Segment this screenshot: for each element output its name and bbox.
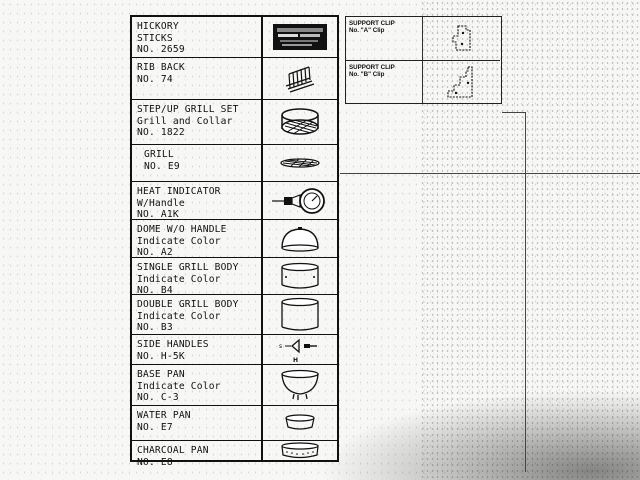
part-row-single-grill-body bbox=[132, 258, 337, 295]
part-label: SINGLE GRILL BODY Indicate Color NO. B4 bbox=[137, 262, 239, 296]
grill-icon bbox=[263, 145, 337, 181]
hickory-sticks-box-icon bbox=[263, 17, 337, 57]
part-row-hickory-sticks bbox=[132, 17, 337, 58]
rib-rack-icon bbox=[263, 58, 337, 99]
clip-row-a bbox=[346, 17, 500, 60]
part-label: HICKORY STICKS NO. 2659 bbox=[137, 21, 185, 55]
part-row-grill bbox=[132, 145, 337, 182]
part-label: RIB BACK NO. 74 bbox=[137, 62, 185, 85]
part-label: DOME W/O HANDLE Indicate Color NO. A2 bbox=[137, 224, 227, 258]
part-row-dome bbox=[132, 220, 337, 258]
base-pan-icon bbox=[263, 365, 337, 405]
page-edge bbox=[525, 112, 526, 472]
part-row-base-pan bbox=[132, 365, 337, 406]
part-row-heat-indicator bbox=[132, 182, 337, 220]
dome-icon bbox=[263, 220, 337, 257]
parts-catalog-table bbox=[130, 15, 339, 468]
heat-indicator-icon bbox=[263, 182, 337, 219]
part-label: DOUBLE GRILL BODY Indicate Color NO. B3 bbox=[137, 299, 239, 333]
handle-letter-s: s bbox=[279, 342, 283, 350]
part-row-water-pan bbox=[132, 406, 337, 441]
part-row-rib-back bbox=[132, 58, 337, 100]
part-label: GRILL NO. E9 bbox=[144, 149, 180, 172]
side-handles-icon bbox=[263, 335, 337, 364]
page-rule bbox=[340, 173, 640, 174]
toner-smudge bbox=[320, 390, 640, 480]
support-clip-b-icon bbox=[422, 61, 501, 103]
support-clip-a-icon bbox=[422, 17, 501, 60]
part-row-side-handles bbox=[132, 335, 337, 365]
part-row-step-up-grill-set bbox=[132, 100, 337, 145]
charcoal-pan-icon bbox=[263, 441, 337, 462]
single-grill-body-icon bbox=[263, 258, 337, 294]
part-label: SIDE HANDLES NO. H-5K bbox=[137, 339, 209, 362]
page-rule-short bbox=[502, 112, 526, 113]
part-row-double-grill-body bbox=[132, 295, 337, 335]
double-grill-body-icon bbox=[263, 295, 337, 334]
part-label: STEP/UP GRILL SET Grill and Collar NO. 1822 bbox=[137, 104, 239, 138]
clip-row-b bbox=[346, 60, 500, 103]
part-label: WATER PAN NO. E7 bbox=[137, 410, 191, 433]
part-label: BASE PAN Indicate Color NO. C-3 bbox=[137, 369, 221, 403]
part-row-charcoal-pan bbox=[132, 441, 337, 468]
clip-label: SUPPORT CLIP No. "B" Clip bbox=[349, 64, 395, 78]
part-label: CHARCOAL PAN NO. E8 bbox=[137, 445, 209, 468]
part-label: HEAT INDICATOR W/Handle NO. A1K bbox=[137, 186, 221, 220]
support-clips-table bbox=[345, 16, 502, 104]
clip-label: SUPPORT CLIP No. "A" Clip bbox=[349, 20, 395, 34]
handle-letter-h: H bbox=[293, 356, 299, 364]
grill-and-collar-icon bbox=[263, 100, 337, 144]
water-pan-icon bbox=[263, 406, 337, 440]
